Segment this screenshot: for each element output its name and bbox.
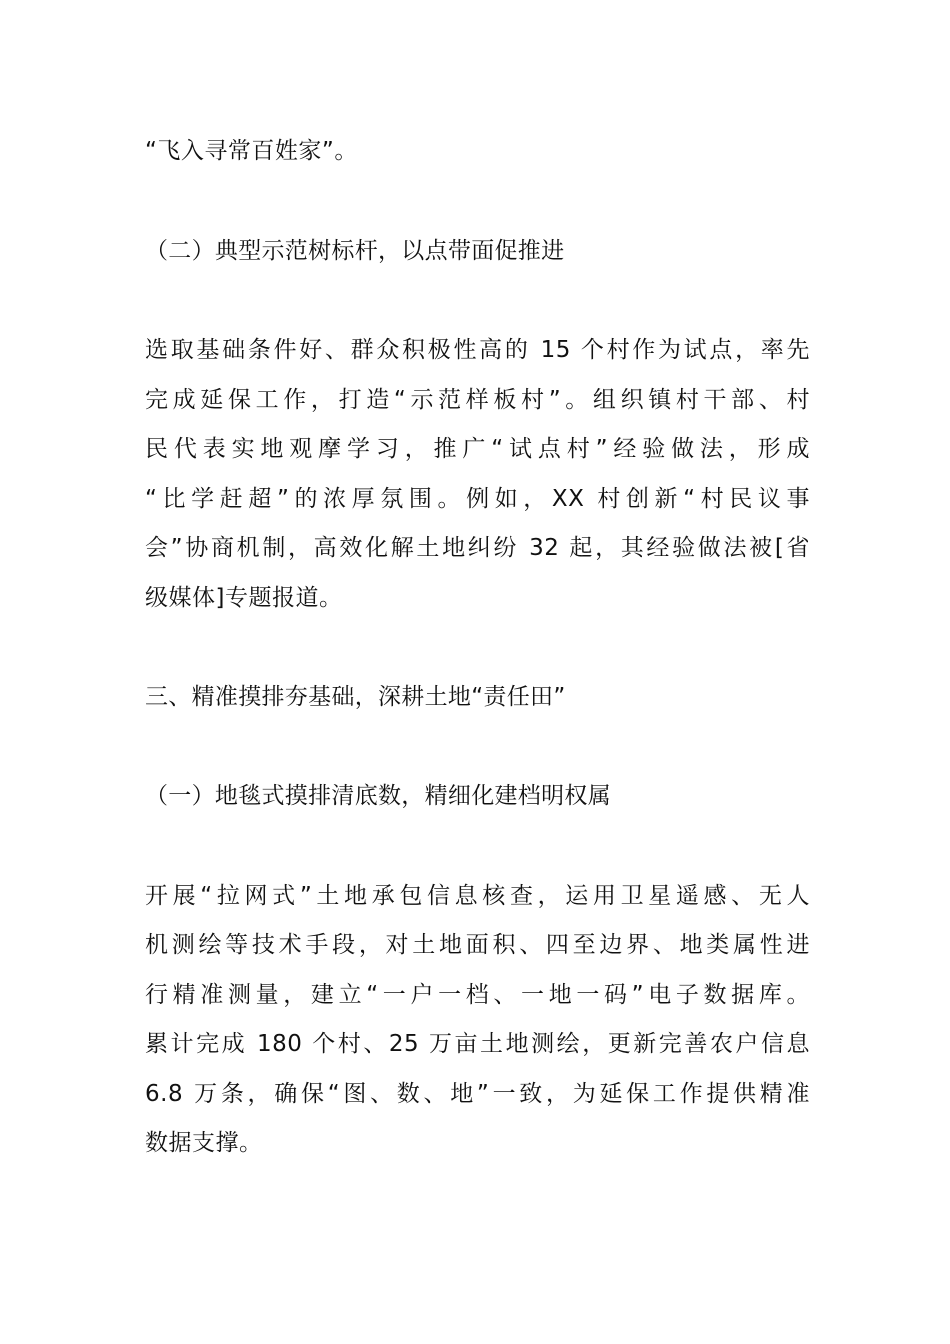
paragraph-line: 累计完成 180 个村、25 万亩土地测绘，更新完善农户信息 [145,1031,810,1057]
paragraph-line: 民代表实地观摩学习，推广“试点村”经验做法，形成 [145,436,810,462]
paragraph-line: 选取基础条件好、群众积极性高的 15 个村作为试点，率先 [145,337,810,363]
paragraph-line: 行精准测量，建立“一户一档、一地一码”电子数据库。 [145,982,810,1008]
paragraph-line: 完成延保工作，打造“示范样板村”。组织镇村干部、村 [145,387,810,413]
paragraph-line: “比学赶超”的浓厚氛围。例如，XX 村创新“村民议事 [145,486,810,512]
paragraph-line: 开展“拉网式”土地承包信息核查，运用卫星遥感、无人 [145,883,810,909]
paragraph-line: 会”协商机制，高效化解土地纠纷 32 起，其经验做法被[省 [145,535,810,561]
paragraph-line: 数据支撑。 [145,1130,263,1156]
paragraph-line: 机测绘等技术手段，对土地面积、四至边界、地类属性进 [145,932,810,958]
section-heading-precise-survey: 三、精准摸排夯基础，深耕土地“责任田” [145,684,566,710]
paragraph-line: 6.8 万条，确保“图、数、地”一致，为延保工作提供精准 [145,1081,810,1107]
paragraph-line: 级媒体]专题报道。 [145,585,343,611]
subheading-typical-demonstration: （二）典型示范树标杆，以点带面促推进 [145,238,565,264]
subheading-carpet-survey: （一）地毯式摸排清底数，精细化建档明权属 [145,783,611,809]
paragraph-line: “飞入寻常百姓家”。 [145,138,358,164]
